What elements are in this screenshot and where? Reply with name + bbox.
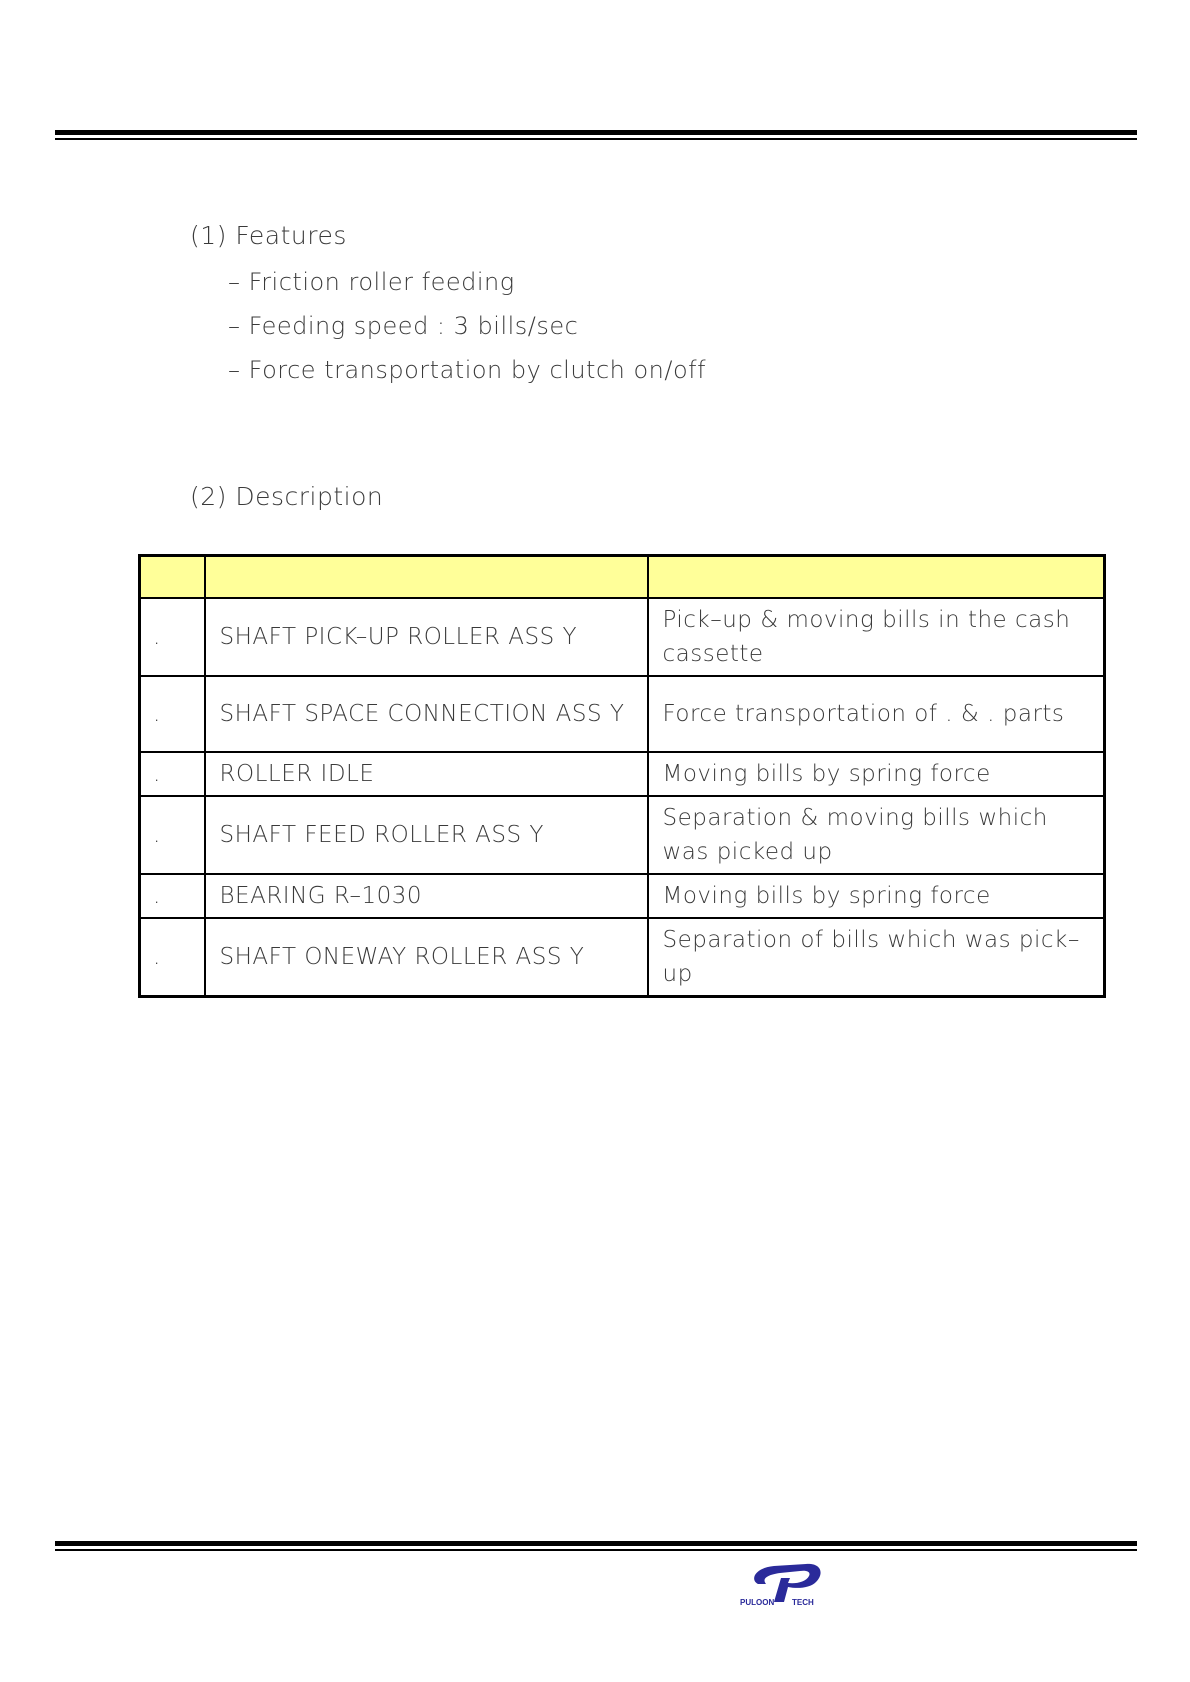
- logo-left-text: PULOON: [740, 1598, 775, 1607]
- row-description: Separation & moving bills which was picked up: [648, 796, 1105, 874]
- row-no: .: [140, 874, 205, 918]
- row-part-name: SHAFT ONEWAY ROLLER ASS Y: [205, 918, 648, 997]
- table-row: [140, 676, 1105, 752]
- row-no: .: [140, 796, 205, 874]
- row-no: .: [140, 918, 205, 997]
- row-no: .: [140, 676, 205, 752]
- features-list: [228, 265, 706, 397]
- table-row: [140, 918, 1105, 997]
- feature-item: – Force transportation by clutch on/off: [228, 356, 707, 384]
- header-name: [205, 556, 648, 599]
- row-no: .: [140, 752, 205, 796]
- row-no: .: [140, 598, 205, 676]
- row-part-name: SHAFT SPACE CONNECTION ASS Y: [205, 676, 648, 752]
- row-part-name: ROLLER IDLE: [205, 752, 648, 796]
- header-rule: [55, 130, 1137, 140]
- logo-right-text: TECH: [792, 1598, 814, 1607]
- table-row: [140, 796, 1105, 874]
- table-header-row: [140, 556, 1105, 599]
- row-description: Force transportation of . & . parts: [648, 676, 1105, 752]
- row-part-name: SHAFT FEED ROLLER ASS Y: [205, 796, 648, 874]
- description-heading: (2) Description: [190, 482, 384, 511]
- row-description: Moving bills by spring force: [648, 874, 1105, 918]
- puloon-logo-mark-icon: [754, 1564, 820, 1602]
- header-no: [140, 556, 205, 599]
- row-description: Separation of bills which was pick–up: [648, 918, 1105, 997]
- puloon-tech-logo: [740, 1558, 830, 1608]
- header-description: [648, 556, 1105, 599]
- parts-table: [138, 554, 1106, 998]
- footer-rule: [55, 1541, 1137, 1551]
- row-description: Pick–up & moving bills in the cash cassette: [648, 598, 1105, 676]
- table-row: [140, 598, 1105, 676]
- table-row: [140, 874, 1105, 918]
- feature-item: – Feeding speed : 3 bills/sec: [228, 312, 579, 340]
- table-row: [140, 752, 1105, 796]
- features-heading: (1) Features: [190, 221, 347, 250]
- feature-item: – Friction roller feeding: [228, 268, 515, 296]
- row-part-name: BEARING R–1030: [205, 874, 648, 918]
- row-description: Moving bills by spring force: [648, 752, 1105, 796]
- row-part-name: SHAFT PICK–UP ROLLER ASS Y: [205, 598, 648, 676]
